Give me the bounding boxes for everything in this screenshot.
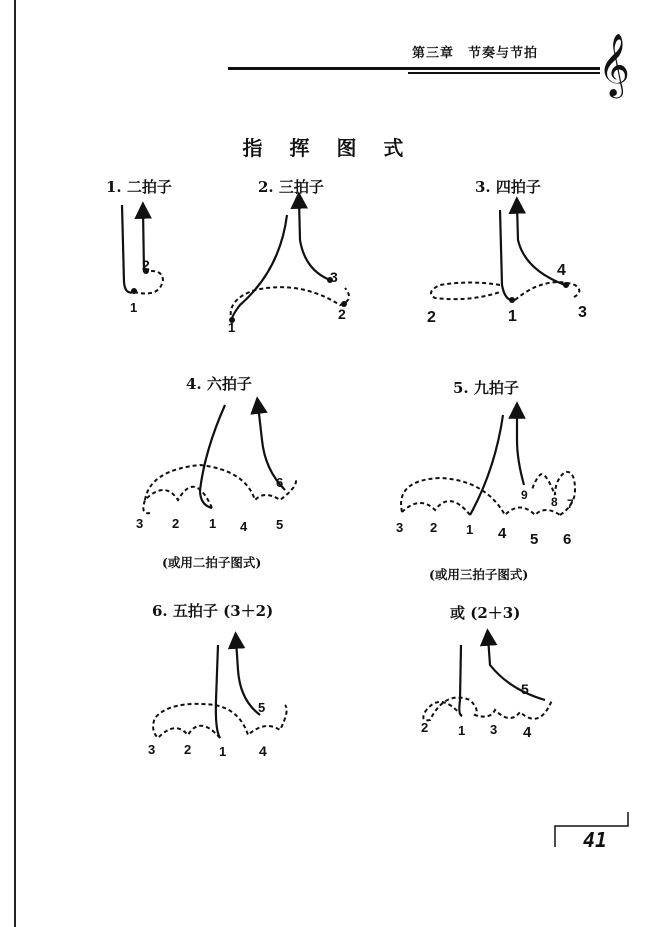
downbeat-stroke	[500, 210, 515, 300]
beat-label: 7	[567, 497, 574, 511]
beat-label: 3	[578, 304, 587, 321]
caption-four-beat: 3. 四拍子	[475, 178, 541, 196]
page-title: 指 挥 图 式	[242, 136, 414, 160]
beat-label: 6	[563, 531, 572, 548]
downbeat-stroke	[122, 205, 134, 293]
diagram-five-beat-3-2	[148, 640, 287, 759]
rebound-path	[402, 501, 470, 515]
beat-label: 4	[498, 525, 507, 542]
caption-nine-beat: 5. 九拍子	[453, 379, 519, 397]
diagram-nine-beat	[396, 410, 575, 548]
beat-label: 3	[330, 269, 338, 285]
beat-label: 2	[338, 306, 346, 322]
beat-label: 4	[259, 743, 267, 759]
beat-label: 1	[466, 522, 474, 537]
caption-two-beat: 1. 二拍子	[106, 178, 172, 196]
diagram-two-beat	[122, 205, 163, 315]
downbeat-stroke	[216, 645, 220, 738]
diagram-four-beat	[427, 205, 587, 326]
downbeat-stroke	[232, 215, 287, 322]
beat-label: 1	[209, 516, 217, 531]
upbeat-stroke	[517, 410, 524, 485]
beat-label: 5	[530, 531, 539, 548]
beat-label: 3	[148, 742, 156, 757]
beat-label: 3	[490, 722, 498, 737]
downbeat-stroke	[459, 645, 462, 716]
rebound-path	[145, 465, 296, 500]
upbeat-stroke	[236, 640, 260, 715]
note-nine-beat: (或用三拍子图式)	[429, 567, 529, 582]
note-six-beat: (或用二拍子图式)	[162, 555, 262, 570]
beat-label: 3	[396, 520, 404, 535]
diagram-three-beat	[228, 200, 349, 335]
upbeat-stroke	[299, 200, 330, 280]
beat-point	[509, 297, 515, 303]
downbeat-stroke	[470, 415, 503, 515]
beat-point	[131, 288, 137, 294]
beat-label: 2	[172, 516, 180, 531]
rebound-path	[431, 283, 500, 300]
rebound-path	[231, 287, 349, 322]
beat-label: 2	[421, 720, 429, 735]
beat-label: 5	[276, 517, 284, 532]
beat-label: 9	[521, 488, 528, 502]
page-number: 41	[583, 828, 608, 852]
chapter-header: 第三章 节奏与节拍	[412, 46, 539, 61]
beat-point	[563, 282, 569, 288]
beat-label: 8	[551, 495, 558, 509]
diagram-six-beat	[136, 405, 296, 534]
beat-label: 2	[427, 309, 436, 326]
beat-label: 1	[508, 308, 517, 325]
beat-label: 6	[276, 475, 284, 490]
rebound-path	[153, 704, 287, 738]
rebound-path	[134, 271, 163, 294]
beat-label: 1	[228, 320, 236, 335]
caption-five-beat-3-2: 6. 五拍子 (3＋2)	[152, 602, 274, 620]
beat-label: 2	[184, 742, 192, 757]
beat-label: 5	[521, 681, 529, 697]
beat-label: 5	[258, 700, 266, 715]
beat-label: 1	[130, 300, 138, 315]
caption-five-beat-2-3: 或 (2＋3)	[450, 604, 521, 622]
beat-label: 1	[458, 723, 466, 738]
beat-label: 2	[142, 257, 150, 273]
caption-three-beat: 2. 三拍子	[258, 178, 324, 196]
beat-label: 4	[557, 262, 566, 279]
upbeat-stroke	[488, 637, 545, 700]
rebound-path	[423, 698, 552, 721]
diagram-five-beat-2-3	[421, 637, 552, 741]
beat-label: 4	[240, 519, 248, 534]
treble-clef-icon: 𝄞	[598, 33, 630, 96]
beat-label: 4	[523, 724, 532, 741]
caption-six-beat: 4. 六拍子	[186, 375, 252, 393]
rebound-path	[515, 282, 579, 300]
beat-label: 3	[136, 516, 144, 531]
beat-label: 2	[430, 520, 438, 535]
beat-label: 1	[219, 744, 227, 759]
